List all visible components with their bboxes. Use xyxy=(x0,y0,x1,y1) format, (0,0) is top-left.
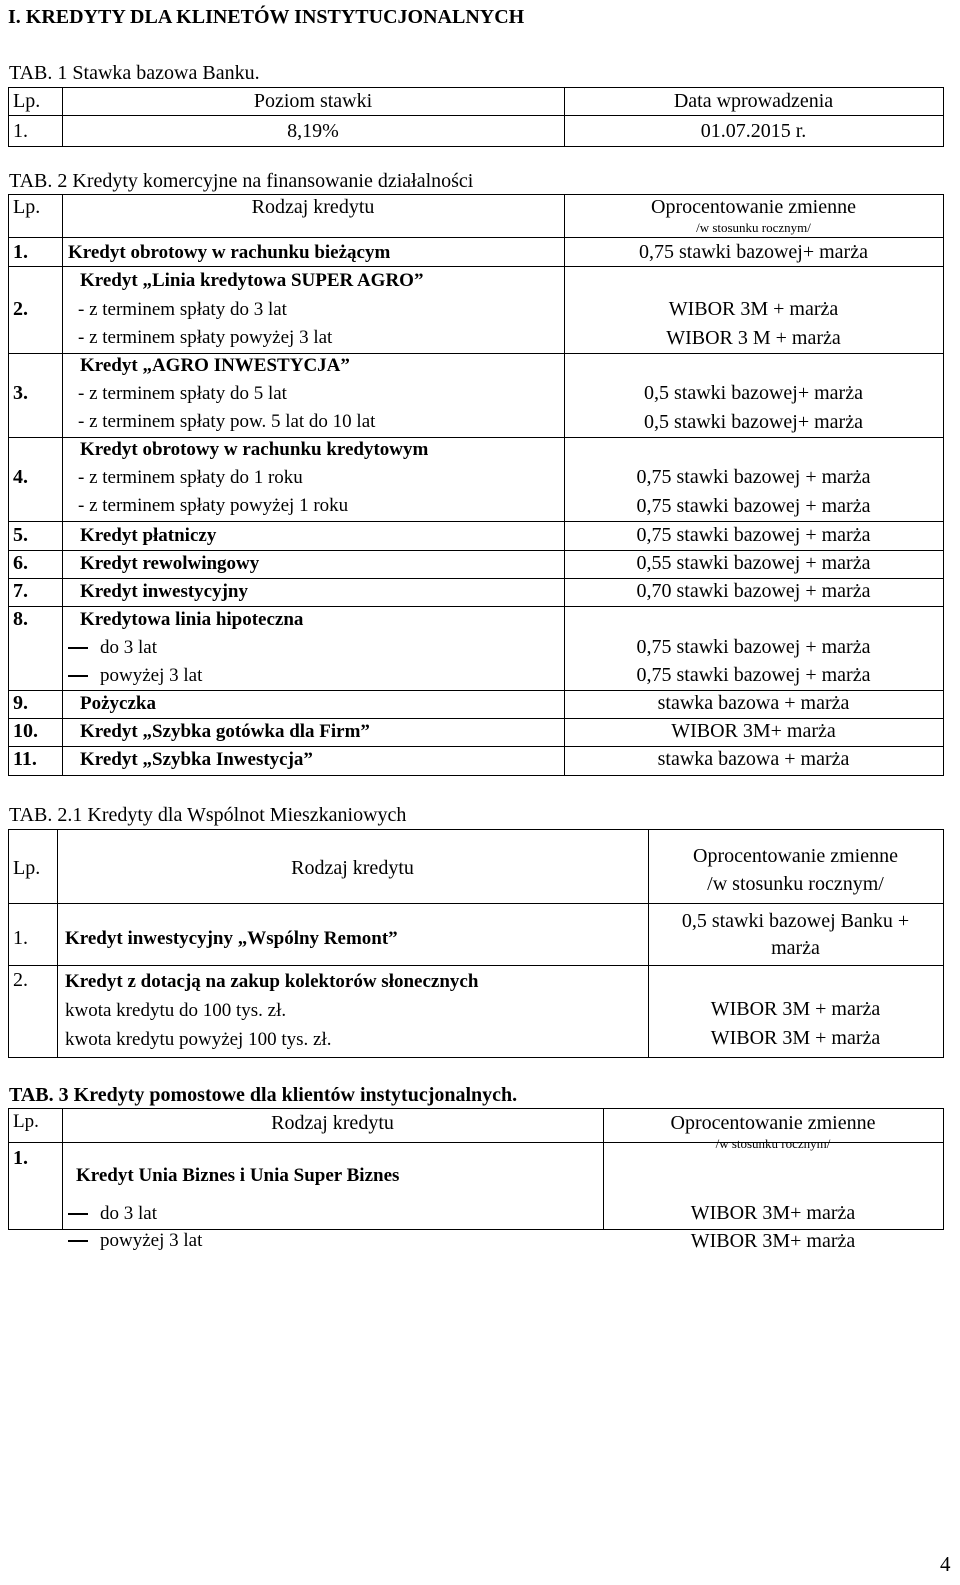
tab2-row7-lp: 7. xyxy=(13,580,28,602)
tab2-row4-sub1-rate: 0,75 stawki bazowej + marża xyxy=(636,466,871,488)
tab2-row8-sub1-rate: 0,75 stawki bazowej + marża xyxy=(636,636,871,658)
tab3-sub1 xyxy=(68,1203,157,1225)
tab2-row3-lp: 3. xyxy=(13,382,28,404)
tab2-row11-name: Kredyt „Szybka Inwestycja” xyxy=(80,749,313,770)
tab1-header-lp: Lp. xyxy=(13,90,41,112)
tab21-row2-sub2-rate: WIBOR 3M + marża xyxy=(710,1027,881,1049)
tab2-row9-rate: stawka bazowa + marża xyxy=(657,692,850,714)
tab2-row10-rate: WIBOR 3M+ marża xyxy=(671,720,836,742)
tab2-row11-rate: stawka bazowa + marża xyxy=(657,748,850,770)
tab2-row3-sub1: - z terminem spłaty do 5 lat xyxy=(78,383,287,404)
tab21-row1-rate-a: 0,5 stawki bazowej Banku + xyxy=(681,910,910,932)
tab2-row2-sub2-rate: WIBOR 3 M + marża xyxy=(666,327,841,349)
tab2-row9-name: Pożyczka xyxy=(80,693,156,714)
tab2-row8-lp: 8. xyxy=(13,608,28,630)
tab2-row8-sub1-label: do 3 lat xyxy=(100,637,157,658)
tab3-header-sub: /w stosunku rocznym/ xyxy=(715,1136,831,1151)
tab2-row2-sub1-rate: WIBOR 3M + marża xyxy=(668,298,839,320)
tab21-header-sub: /w stosunku rocznym/ xyxy=(707,873,884,895)
tab2-row2-sub2: - z terminem spłaty powyżej 3 lat xyxy=(78,327,333,348)
tab2-row4-lp: 4. xyxy=(13,466,28,488)
tab2-row2-name: Kredyt „Linia kredytowa SUPER AGRO” xyxy=(80,270,424,291)
tab21-row2-sub1-rate: WIBOR 3M + marża xyxy=(710,998,881,1020)
tab3-header-rodzaj: Rodzaj kredytu xyxy=(271,1112,394,1134)
tab2-row8-name: Kredytowa linia hipoteczna xyxy=(80,609,304,630)
page-number: 4 xyxy=(940,1552,951,1576)
tab2-row8-sub2-label: powyżej 3 lat xyxy=(100,665,203,686)
tab3-row1-name: Kredyt Unia Biznes i Unia Super Biznes xyxy=(76,1165,400,1186)
tab3-sub2-label: powyżej 3 lat xyxy=(100,1230,203,1251)
tab2-title: TAB. 2 Kredyty komercyjne na finansowanie działalności xyxy=(9,170,474,192)
tab2-row10-lp: 10. xyxy=(13,720,38,742)
tab2-row2-lp: 2. xyxy=(13,298,28,320)
tab2-row8-sub2-rate: 0,75 stawki bazowej + marża xyxy=(636,664,871,686)
tab2-row3-sub2-rate: 0,5 stawki bazowej+ marża xyxy=(644,411,863,433)
dash-icon xyxy=(68,1240,88,1242)
tab21-row2-lp: 2. xyxy=(13,969,28,991)
main-heading: I. KREDYTY DLA KLINETÓW INSTYTUCJONALNYCH xyxy=(8,6,525,28)
tab2-row5-name: Kredyt płatniczy xyxy=(80,525,217,546)
tab2-row4-sub1: - z terminem spłaty do 1 roku xyxy=(78,467,303,488)
tab21-header-lp: Lp. xyxy=(13,857,41,879)
tab2-row8-sub2 xyxy=(68,665,202,687)
tab2-header-sub: /w stosunku rocznym/ xyxy=(696,220,811,235)
tab2-row11-lp: 11. xyxy=(13,748,37,770)
dash-icon xyxy=(68,675,88,677)
tab2-row4-sub2: - z terminem spłaty powyżej 1 roku xyxy=(78,495,349,516)
dash-icon xyxy=(68,1213,88,1215)
tab21-title: TAB. 2.1 Kredyty dla Wspólnot Mieszkaniowych xyxy=(9,804,407,826)
tab1-header-data: Data wprowadzenia xyxy=(673,90,834,112)
tab3-sub1-label: do 3 lat xyxy=(100,1203,157,1224)
tab2-row8-sub1 xyxy=(68,637,157,659)
tab2-row3-sub1-rate: 0,5 stawki bazowej+ marża xyxy=(644,382,863,404)
tab3-row1-lp: 1. xyxy=(13,1147,28,1169)
tab2-row5-rate: 0,75 stawki bazowej + marża xyxy=(636,524,871,546)
tab2-row1-lp: 1. xyxy=(13,241,28,263)
dash-icon xyxy=(68,647,88,649)
tab2-row10-name: Kredyt „Szybka gotówka dla Firm” xyxy=(80,721,370,742)
tab21-row1-rate-b: marża xyxy=(771,937,820,959)
tab21-row2-sub1: kwota kredytu do 100 tys. zł. xyxy=(65,1000,287,1021)
tab1-header-poziom: Poziom stawki xyxy=(253,90,373,112)
tab1-title: TAB. 1 Stawka bazowa Banku. xyxy=(9,62,260,84)
tab2-header-rodzaj: Rodzaj kredytu xyxy=(251,196,375,218)
tab3-sub1-rate: WIBOR 3M+ marża xyxy=(690,1202,856,1224)
tab2-row7-name: Kredyt inwestycyjny xyxy=(80,581,248,602)
tab2-row4-name: Kredyt obrotowy w rachunku kredytowym xyxy=(80,439,429,460)
tab2-row6-lp: 6. xyxy=(13,552,28,574)
tab21-row1-name: Kredyt inwestycyjny „Wspólny Remont” xyxy=(65,928,398,949)
tab21-header-rodzaj: Rodzaj kredytu xyxy=(291,857,414,879)
tab2-row5-lp: 5. xyxy=(13,524,28,546)
tab2-row3-sub2: - z terminem spłaty pow. 5 lat do 10 lat xyxy=(78,411,376,432)
tab3-header-lp: Lp. xyxy=(13,1111,39,1132)
tab2-row4-sub2-rate: 0,75 stawki bazowej + marża xyxy=(636,495,871,517)
tab3-sub2-rate: WIBOR 3M+ marża xyxy=(690,1230,856,1252)
tab21-row1-lp: 1. xyxy=(13,927,28,949)
tab2-row9-lp: 9. xyxy=(13,692,28,714)
tab3-title: TAB. 3 Kredyty pomostowe dla klientów instytucjonalnych. xyxy=(9,1084,518,1106)
tab1-row-data: 01.07.2015 r. xyxy=(700,120,807,142)
tab2-row1-rate: 0,75 stawki bazowej+ marża xyxy=(639,241,868,263)
tab21-row2-sub2: kwota kredytu powyżej 100 tys. zł. xyxy=(65,1029,332,1050)
tab3-header-oprocentowanie: Oprocentowanie zmienne xyxy=(670,1112,876,1134)
tab2-row1-name: Kredyt obrotowy w rachunku bieżącym xyxy=(68,242,391,263)
tab2-row6-rate: 0,55 stawki bazowej + marża xyxy=(636,552,871,574)
tab3-sub2 xyxy=(68,1230,202,1252)
tab2-row7-rate: 0,70 stawki bazowej + marża xyxy=(636,580,871,602)
tab21-header-oprocentowanie: Oprocentowanie zmienne xyxy=(693,845,898,867)
tab2-row6-name: Kredyt rewolwingowy xyxy=(80,553,260,574)
tab2-row2-sub1: - z terminem spłaty do 3 lat xyxy=(78,299,287,320)
tab2-header-lp: Lp. xyxy=(13,196,41,218)
tab1-row-lp: 1. xyxy=(13,120,28,142)
tab21-row2-name: Kredyt z dotacją na zakup kolektorów słonecznych xyxy=(65,971,479,992)
tab2-row3-name: Kredyt „AGRO INWESTYCJA” xyxy=(80,355,350,376)
tab1-row-poziom: 8,19% xyxy=(287,120,339,142)
tab2-header-oprocentowanie: Oprocentowanie zmienne xyxy=(651,196,856,218)
